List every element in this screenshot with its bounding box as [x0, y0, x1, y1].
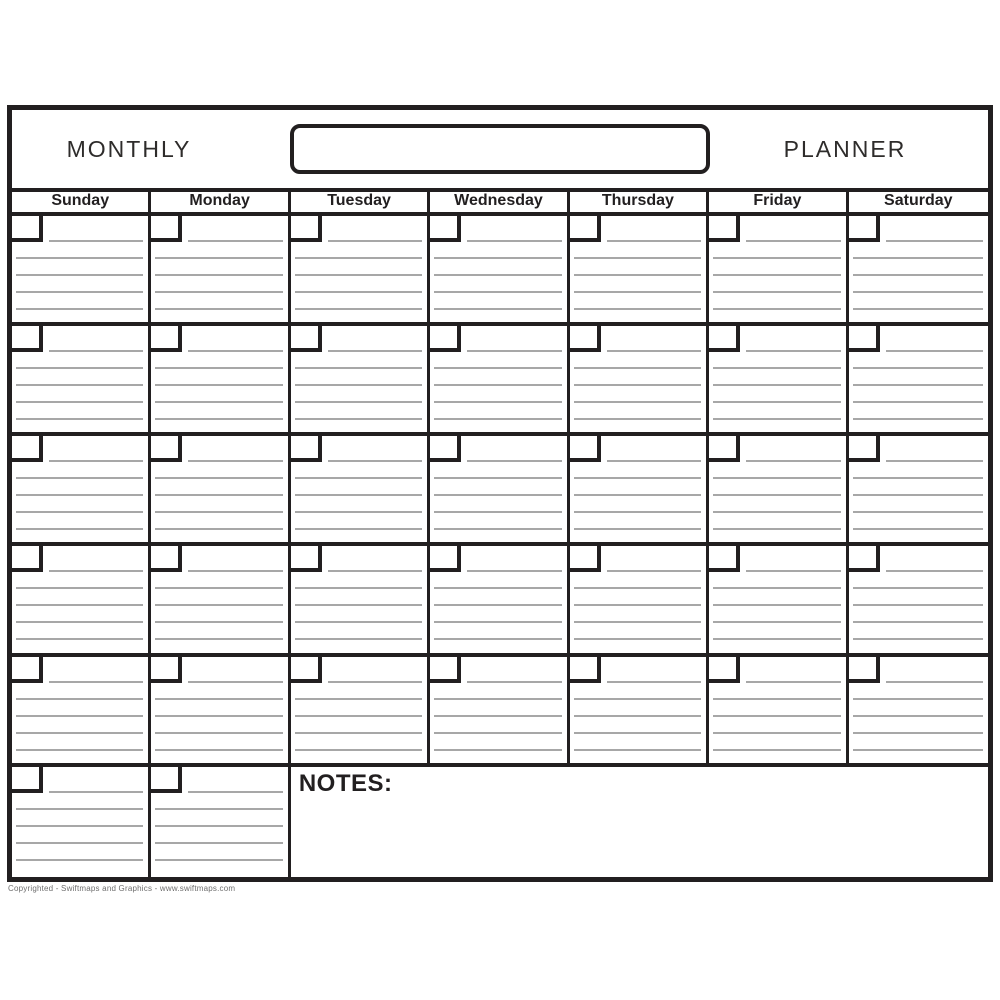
ruled-line [155, 494, 282, 496]
ruled-line [16, 825, 143, 827]
ruled-line [188, 570, 282, 572]
ruled-line [295, 511, 422, 513]
ruled-line [434, 367, 561, 369]
ruled-line [713, 308, 840, 310]
date-box[interactable] [709, 436, 740, 462]
notes-area[interactable] [291, 767, 988, 877]
date-box[interactable] [291, 326, 322, 352]
ruled-line [713, 257, 840, 259]
day-cell[interactable] [709, 657, 848, 767]
ruled-line [853, 587, 983, 589]
ruled-line [155, 842, 282, 844]
ruled-line [49, 350, 143, 352]
ruled-line [155, 401, 282, 403]
ruled-line [574, 587, 701, 589]
ruled-line [574, 511, 701, 513]
ruled-line [434, 638, 561, 640]
date-box[interactable] [291, 546, 322, 572]
ruled-line [713, 621, 840, 623]
day-cell[interactable] [12, 326, 151, 436]
ruled-line [853, 418, 983, 420]
day-cell[interactable] [430, 326, 569, 436]
ruled-line [746, 570, 840, 572]
ruled-line [607, 570, 701, 572]
weekday-header: Friday [709, 192, 848, 212]
ruled-line [155, 732, 282, 734]
day-cell[interactable] [291, 326, 430, 436]
ruled-line [574, 308, 701, 310]
ruled-line [16, 638, 143, 640]
ruled-line [886, 570, 983, 572]
day-cell[interactable] [151, 326, 290, 436]
ruled-line [434, 511, 561, 513]
ruled-line [574, 715, 701, 717]
ruled-line [434, 604, 561, 606]
date-box[interactable] [849, 546, 880, 572]
day-cell[interactable] [12, 767, 151, 877]
ruled-line [16, 511, 143, 513]
ruled-line [16, 749, 143, 751]
day-cell[interactable] [570, 657, 709, 767]
day-cell[interactable] [430, 546, 569, 656]
date-box[interactable] [291, 657, 322, 683]
ruled-line [607, 681, 701, 683]
ruled-line [16, 715, 143, 717]
ruled-line [16, 257, 143, 259]
date-box[interactable] [430, 546, 461, 572]
notes-label: NOTES: [298, 769, 393, 797]
ruled-line [434, 587, 561, 589]
ruled-line [574, 698, 701, 700]
ruled-line [746, 681, 840, 683]
date-box[interactable] [291, 216, 322, 242]
date-box[interactable] [849, 216, 880, 242]
date-box[interactable] [709, 216, 740, 242]
ruled-line [574, 604, 701, 606]
ruled-line [713, 477, 840, 479]
day-cell[interactable] [12, 216, 151, 326]
day-cell[interactable] [709, 216, 848, 326]
day-cell[interactable] [291, 546, 430, 656]
ruled-line [853, 732, 983, 734]
day-cell[interactable] [151, 767, 290, 877]
ruled-line [746, 460, 840, 462]
ruled-line [607, 240, 701, 242]
day-cell[interactable] [291, 657, 430, 767]
day-cell[interactable] [570, 216, 709, 326]
date-box[interactable] [430, 216, 461, 242]
ruled-line [607, 350, 701, 352]
ruled-line [574, 291, 701, 293]
ruled-line [328, 570, 422, 572]
ruled-line [188, 240, 282, 242]
day-cell[interactable] [570, 326, 709, 436]
ruled-line [434, 749, 561, 751]
ruled-line [713, 698, 840, 700]
ruled-line [713, 604, 840, 606]
ruled-line [49, 240, 143, 242]
title-monthly: MONTHLY [66, 135, 192, 162]
day-cell[interactable] [291, 216, 430, 326]
ruled-line [295, 604, 422, 606]
date-box[interactable] [709, 657, 740, 683]
ruled-line [713, 732, 840, 734]
ruled-line [853, 749, 983, 751]
day-cell[interactable] [430, 436, 569, 546]
ruled-line [713, 384, 840, 386]
ruled-line [434, 621, 561, 623]
ruled-line [155, 604, 282, 606]
ruled-line [467, 350, 561, 352]
ruled-line [713, 528, 840, 530]
ruled-line [16, 604, 143, 606]
date-box[interactable] [151, 436, 182, 462]
ruled-line [16, 732, 143, 734]
day-cell[interactable] [849, 657, 988, 767]
day-cell[interactable] [570, 546, 709, 656]
date-box[interactable] [430, 326, 461, 352]
date-box[interactable] [849, 657, 880, 683]
ruled-line [328, 681, 422, 683]
ruled-line [853, 604, 983, 606]
ruled-line [155, 308, 282, 310]
title-planner: PLANNER [783, 135, 907, 162]
ruled-line [574, 528, 701, 530]
date-box[interactable] [12, 216, 43, 242]
day-cell[interactable] [151, 436, 290, 546]
day-cell[interactable] [570, 436, 709, 546]
ruled-line [188, 460, 282, 462]
day-cell[interactable] [849, 546, 988, 656]
day-cell[interactable] [151, 657, 290, 767]
ruled-line [16, 477, 143, 479]
month-input[interactable] [290, 124, 710, 174]
ruled-line [295, 367, 422, 369]
ruled-line [574, 621, 701, 623]
ruled-line [155, 587, 282, 589]
ruled-line [574, 384, 701, 386]
ruled-line [295, 528, 422, 530]
day-cell[interactable] [849, 216, 988, 326]
ruled-line [16, 418, 143, 420]
weekday-header: Sunday [12, 192, 151, 212]
ruled-line [713, 274, 840, 276]
ruled-line [746, 240, 840, 242]
ruled-line [49, 460, 143, 462]
ruled-line [188, 791, 282, 793]
ruled-line [16, 308, 143, 310]
ruled-line [16, 528, 143, 530]
ruled-line [713, 494, 840, 496]
day-cell[interactable] [430, 216, 569, 326]
ruled-line [574, 401, 701, 403]
ruled-line [434, 698, 561, 700]
ruled-line [434, 715, 561, 717]
ruled-line [295, 401, 422, 403]
ruled-line [328, 240, 422, 242]
weekday-header: Tuesday [291, 192, 430, 212]
ruled-line [574, 418, 701, 420]
ruled-line [295, 257, 422, 259]
ruled-line [853, 257, 983, 259]
ruled-line [155, 511, 282, 513]
ruled-line [853, 511, 983, 513]
ruled-line [16, 621, 143, 623]
ruled-line [574, 749, 701, 751]
ruled-line [853, 477, 983, 479]
day-cell[interactable] [291, 436, 430, 546]
ruled-line [155, 257, 282, 259]
calendar-grid [12, 216, 988, 877]
date-box[interactable] [151, 657, 182, 683]
ruled-line [49, 681, 143, 683]
date-box[interactable] [12, 546, 43, 572]
ruled-line [295, 621, 422, 623]
ruled-line [713, 418, 840, 420]
ruled-line [295, 291, 422, 293]
date-box[interactable] [570, 546, 601, 572]
ruled-line [853, 308, 983, 310]
weekday-header-row [12, 192, 988, 216]
ruled-line [328, 350, 422, 352]
day-cell[interactable] [709, 326, 848, 436]
copyright-text: Copyrighted - Swiftmaps and Graphics - www.swiftmaps.com [8, 884, 236, 893]
ruled-line [434, 274, 561, 276]
day-cell[interactable] [12, 436, 151, 546]
ruled-line [853, 528, 983, 530]
ruled-line [155, 528, 282, 530]
date-box[interactable] [570, 326, 601, 352]
ruled-line [328, 460, 422, 462]
ruled-line [295, 418, 422, 420]
ruled-line [607, 460, 701, 462]
ruled-line [713, 511, 840, 513]
weekday-header: Monday [151, 192, 290, 212]
ruled-line [467, 240, 561, 242]
planner-board [7, 105, 993, 882]
day-cell[interactable] [151, 546, 290, 656]
ruled-line [16, 494, 143, 496]
header-right-zone [710, 136, 988, 163]
ruled-line [16, 842, 143, 844]
ruled-line [434, 384, 561, 386]
ruled-line [886, 350, 983, 352]
ruled-line [155, 367, 282, 369]
ruled-line [295, 477, 422, 479]
ruled-line [295, 494, 422, 496]
day-cell[interactable] [709, 546, 848, 656]
day-cell[interactable] [849, 436, 988, 546]
ruled-line [16, 384, 143, 386]
ruled-line [434, 528, 561, 530]
ruled-line [853, 401, 983, 403]
date-box[interactable] [849, 326, 880, 352]
ruled-line [434, 732, 561, 734]
ruled-line [574, 274, 701, 276]
ruled-line [574, 732, 701, 734]
ruled-line [853, 638, 983, 640]
ruled-line [16, 808, 143, 810]
ruled-line [467, 681, 561, 683]
ruled-line [574, 477, 701, 479]
date-box[interactable] [849, 436, 880, 462]
ruled-line [853, 384, 983, 386]
ruled-line [574, 257, 701, 259]
ruled-line [434, 257, 561, 259]
ruled-line [16, 859, 143, 861]
date-box[interactable] [151, 326, 182, 352]
ruled-line [434, 291, 561, 293]
ruled-line [295, 749, 422, 751]
ruled-line [574, 494, 701, 496]
day-cell[interactable] [430, 657, 569, 767]
ruled-line [188, 681, 282, 683]
header-left-zone [12, 136, 290, 163]
ruled-line [155, 715, 282, 717]
ruled-line [155, 418, 282, 420]
day-cell[interactable] [849, 326, 988, 436]
ruled-line [295, 698, 422, 700]
ruled-line [886, 240, 983, 242]
ruled-line [49, 791, 143, 793]
ruled-line [16, 401, 143, 403]
ruled-line [16, 367, 143, 369]
ruled-line [853, 291, 983, 293]
ruled-line [155, 698, 282, 700]
ruled-line [713, 638, 840, 640]
date-box[interactable] [12, 657, 43, 683]
ruled-line [467, 460, 561, 462]
date-box[interactable] [12, 326, 43, 352]
ruled-line [155, 859, 282, 861]
date-box[interactable] [151, 767, 182, 793]
ruled-line [713, 749, 840, 751]
ruled-line [295, 732, 422, 734]
ruled-line [853, 274, 983, 276]
day-cell[interactable] [12, 546, 151, 656]
date-box[interactable] [430, 657, 461, 683]
ruled-line [295, 384, 422, 386]
ruled-line [713, 587, 840, 589]
day-cell[interactable] [151, 216, 290, 326]
planner-header [12, 110, 988, 192]
ruled-line [853, 715, 983, 717]
ruled-line [295, 715, 422, 717]
ruled-line [853, 367, 983, 369]
ruled-line [155, 749, 282, 751]
ruled-line [295, 587, 422, 589]
ruled-line [713, 367, 840, 369]
ruled-line [574, 367, 701, 369]
date-box[interactable] [570, 657, 601, 683]
weekday-header: Saturday [884, 192, 953, 209]
date-box[interactable] [291, 436, 322, 462]
date-box[interactable] [151, 216, 182, 242]
weekday-header: Wednesday [430, 192, 569, 212]
ruled-line [746, 350, 840, 352]
ruled-line [155, 825, 282, 827]
ruled-line [713, 715, 840, 717]
ruled-line [295, 274, 422, 276]
ruled-line [155, 477, 282, 479]
ruled-line [155, 638, 282, 640]
date-box[interactable] [430, 436, 461, 462]
date-box[interactable] [151, 546, 182, 572]
ruled-line [434, 401, 561, 403]
ruled-line [155, 621, 282, 623]
ruled-line [853, 621, 983, 623]
weekday-header: Thursday [570, 192, 709, 212]
ruled-line [853, 494, 983, 496]
date-box[interactable] [12, 767, 43, 793]
ruled-line [713, 291, 840, 293]
date-box[interactable] [709, 326, 740, 352]
ruled-line [574, 638, 701, 640]
date-box[interactable] [570, 216, 601, 242]
ruled-line [295, 308, 422, 310]
ruled-line [853, 698, 983, 700]
date-box[interactable] [570, 436, 601, 462]
ruled-line [434, 308, 561, 310]
ruled-line [886, 681, 983, 683]
ruled-line [434, 494, 561, 496]
ruled-line [16, 587, 143, 589]
date-box[interactable] [709, 546, 740, 572]
ruled-line [49, 570, 143, 572]
ruled-line [16, 698, 143, 700]
day-cell[interactable] [12, 657, 151, 767]
ruled-line [886, 460, 983, 462]
ruled-line [713, 401, 840, 403]
ruled-line [155, 274, 282, 276]
ruled-line [155, 384, 282, 386]
ruled-line [295, 638, 422, 640]
ruled-line [434, 418, 561, 420]
ruled-line [155, 291, 282, 293]
ruled-line [16, 291, 143, 293]
date-box[interactable] [12, 436, 43, 462]
ruled-line [16, 274, 143, 276]
ruled-line [467, 570, 561, 572]
ruled-line [155, 808, 282, 810]
day-cell[interactable] [709, 436, 848, 546]
ruled-line [434, 477, 561, 479]
ruled-line [188, 350, 282, 352]
